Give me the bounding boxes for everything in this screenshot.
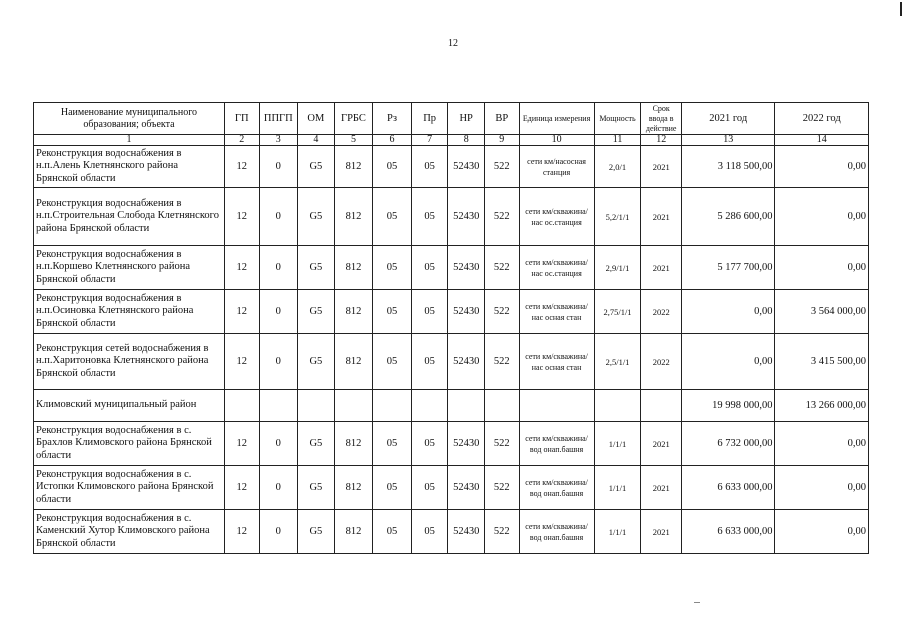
empty-cell [519,390,594,422]
cell-om: G5 [298,146,335,188]
cell-gp: 12 [224,510,259,554]
table-row [34,422,869,466]
cell-grbs: 812 [334,422,373,466]
cell-gp: 12 [224,246,259,290]
cell-2022: 0,00 [775,188,869,246]
cell-ppgp: 0 [259,146,298,188]
cell-year: 2021 [641,466,682,510]
empty-cell [411,390,448,422]
header-grbs: ГРБС [334,103,373,135]
cell-nr: 52430 [448,422,485,466]
district-row [34,390,869,422]
cell-ppgp: 0 [259,188,298,246]
cell-power: 2,9/1/1 [594,246,641,290]
cell-2021: 0,00 [682,334,775,390]
cell-rz: 05 [373,246,412,290]
column-number: 9 [484,135,519,146]
cell-unit: сети км/скважина/нас осная стан [519,290,594,334]
cell-om: G5 [298,290,335,334]
cell-nr: 52430 [448,510,485,554]
cell-year: 2021 [641,146,682,188]
empty-cell [298,390,335,422]
column-number: 13 [682,135,775,146]
cell-2021: 5 286 600,00 [682,188,775,246]
column-number: 12 [641,135,682,146]
cell-2022: 0,00 [775,510,869,554]
cell-rz: 05 [373,422,412,466]
cell-rz: 05 [373,334,412,390]
column-number: 4 [298,135,335,146]
header-power: Мощность [594,103,641,135]
cell-unit: сети км/насосная станция [519,146,594,188]
header-rz: Рз [373,103,412,135]
cell-grbs: 812 [334,466,373,510]
cell-year: 2021 [641,510,682,554]
empty-cell [594,390,641,422]
empty-cell [373,390,412,422]
object-name: Реконструкция водоснабжения в н.п.Коршево Клетнянского района Брянской области [34,246,225,290]
cell-year: 2022 [641,290,682,334]
empty-cell [484,390,519,422]
object-name: Реконструкция водоснабжения в н.п.Строительная Слобода Клетнянского района Брянской области [34,188,225,246]
cell-year: 2021 [641,422,682,466]
cell-ppgp: 0 [259,246,298,290]
cell-vr: 522 [484,146,519,188]
cell-ppgp: 0 [259,466,298,510]
empty-cell [448,390,485,422]
cell-grbs: 812 [334,146,373,188]
column-number: 2 [224,135,259,146]
empty-cell [259,390,298,422]
table-row [34,188,869,246]
cell-grbs: 812 [334,290,373,334]
page-edge-mark [900,2,902,16]
empty-cell [334,390,373,422]
object-name: Реконструкция сетей водоснабжения в н.п.Харитоновка Клетнянского района Брянской области [34,334,225,390]
header-gp: ГП [224,103,259,135]
column-number-row [34,135,869,146]
cell-gp: 12 [224,188,259,246]
cell-pr: 05 [411,290,448,334]
cell-year: 2021 [641,188,682,246]
cell-grbs: 812 [334,334,373,390]
cell-nr: 52430 [448,246,485,290]
header-2022: 2022 год [775,103,869,135]
cell-power: 2,5/1/1 [594,334,641,390]
cell-power: 2,0/1 [594,146,641,188]
cell-power: 5,2/1/1 [594,188,641,246]
column-number: 10 [519,135,594,146]
object-name: Реконструкция водоснабжения в с. Истопки Климовского района Брянской области [34,466,225,510]
cell-2021: 6 633 000,00 [682,466,775,510]
cell-om: G5 [298,246,335,290]
cell-unit: сети км/скважина/вод онап.башня [519,510,594,554]
cell-gp: 12 [224,334,259,390]
cell-year: 2022 [641,334,682,390]
cell-pr: 05 [411,188,448,246]
object-name: Реконструкция водоснабжения в н.п.Осиновка Клетнянского района Брянской области [34,290,225,334]
object-name: Реконструкция водоснабжения в н.п.Алень Клетнянского района Брянской области [34,146,225,188]
cell-om: G5 [298,422,335,466]
cell-nr: 52430 [448,188,485,246]
header-unit: Единица измерения [519,103,594,135]
column-number: 3 [259,135,298,146]
cell-unit: сети км/скважина/нас осная стан [519,334,594,390]
cell-gp: 12 [224,146,259,188]
table-row [34,466,869,510]
cell-vr: 522 [484,510,519,554]
cell-unit: сети км/скважина/нас ос.станция [519,188,594,246]
cell-vr: 522 [484,188,519,246]
cell-2022: 0,00 [775,146,869,188]
cell-power: 1/1/1 [594,422,641,466]
cell-pr: 05 [411,334,448,390]
cell-grbs: 812 [334,246,373,290]
cell-2022: 3 415 500,00 [775,334,869,390]
column-number: 8 [448,135,485,146]
header-row [34,103,869,135]
column-number: 6 [373,135,412,146]
cell-year: 2021 [641,246,682,290]
cell-rz: 05 [373,188,412,246]
header-om: ОМ [298,103,335,135]
cell-gp: 12 [224,422,259,466]
cell-power: 1/1/1 [594,466,641,510]
table-row [34,246,869,290]
cell-pr: 05 [411,510,448,554]
cell-power: 2,75/1/1 [594,290,641,334]
cell-vr: 522 [484,246,519,290]
cell-gp: 12 [224,290,259,334]
budget-table [33,102,869,554]
cell-ppgp: 0 [259,290,298,334]
cell-pr: 05 [411,422,448,466]
cell-2022: 0,00 [775,246,869,290]
page-number: 12 [448,38,458,49]
header-term: Срок ввода в действие [641,103,682,135]
header-vr: ВР [484,103,519,135]
header-ppgp: ППГП [259,103,298,135]
cell-rz: 05 [373,146,412,188]
cell-vr: 522 [484,290,519,334]
cell-2021: 5 177 700,00 [682,246,775,290]
cell-om: G5 [298,466,335,510]
table-row [34,290,869,334]
table-row [34,334,869,390]
cell-rz: 05 [373,510,412,554]
object-name: Реконструкция водоснабжения в с. Брахлов Климовского района Брянской области [34,422,225,466]
cell-nr: 52430 [448,146,485,188]
cell-ppgp: 0 [259,334,298,390]
cell-2021: 6 633 000,00 [682,510,775,554]
cell-pr: 05 [411,146,448,188]
cell-power: 1/1/1 [594,510,641,554]
cell-nr: 52430 [448,334,485,390]
object-name: Реконструкция водоснабжения в с. Каменский Хутор Климовского района Брянской области [34,510,225,554]
cell-2021: 3 118 500,00 [682,146,775,188]
column-number: 5 [334,135,373,146]
header-2021: 2021 год [682,103,775,135]
cell-2022: 3 564 000,00 [775,290,869,334]
cell-grbs: 812 [334,510,373,554]
district-total-2022: 13 266 000,00 [775,390,869,422]
cell-ppgp: 0 [259,422,298,466]
column-number: 7 [411,135,448,146]
cell-nr: 52430 [448,466,485,510]
header-name: Наименование муниципального образования; объекта [34,103,225,135]
cell-om: G5 [298,188,335,246]
cell-gp: 12 [224,466,259,510]
cell-unit: сети км/скважина/вод онап.башня [519,422,594,466]
cell-vr: 522 [484,466,519,510]
column-number: 1 [34,135,225,146]
cell-rz: 05 [373,466,412,510]
cell-pr: 05 [411,466,448,510]
cell-om: G5 [298,334,335,390]
cell-unit: сети км/скважина/нас ос.станция [519,246,594,290]
cell-nr: 52430 [448,290,485,334]
cell-ppgp: 0 [259,510,298,554]
table-row [34,510,869,554]
cell-2021: 6 732 000,00 [682,422,775,466]
cell-pr: 05 [411,246,448,290]
district-name: Климовский муниципальный район [34,390,225,422]
cell-om: G5 [298,510,335,554]
cell-grbs: 812 [334,188,373,246]
header-nr: НР [448,103,485,135]
cell-rz: 05 [373,290,412,334]
empty-cell [224,390,259,422]
cell-vr: 522 [484,422,519,466]
cell-unit: сети км/скважина/вод онап.башня [519,466,594,510]
district-total-2021: 19 998 000,00 [682,390,775,422]
cell-2022: 0,00 [775,422,869,466]
header-pr: Пр [411,103,448,135]
cell-2022: 0,00 [775,466,869,510]
empty-cell [641,390,682,422]
cell-2021: 0,00 [682,290,775,334]
cell-vr: 522 [484,334,519,390]
column-number: 14 [775,135,869,146]
table-row [34,146,869,188]
scan-speck [694,602,700,603]
column-number: 11 [594,135,641,146]
